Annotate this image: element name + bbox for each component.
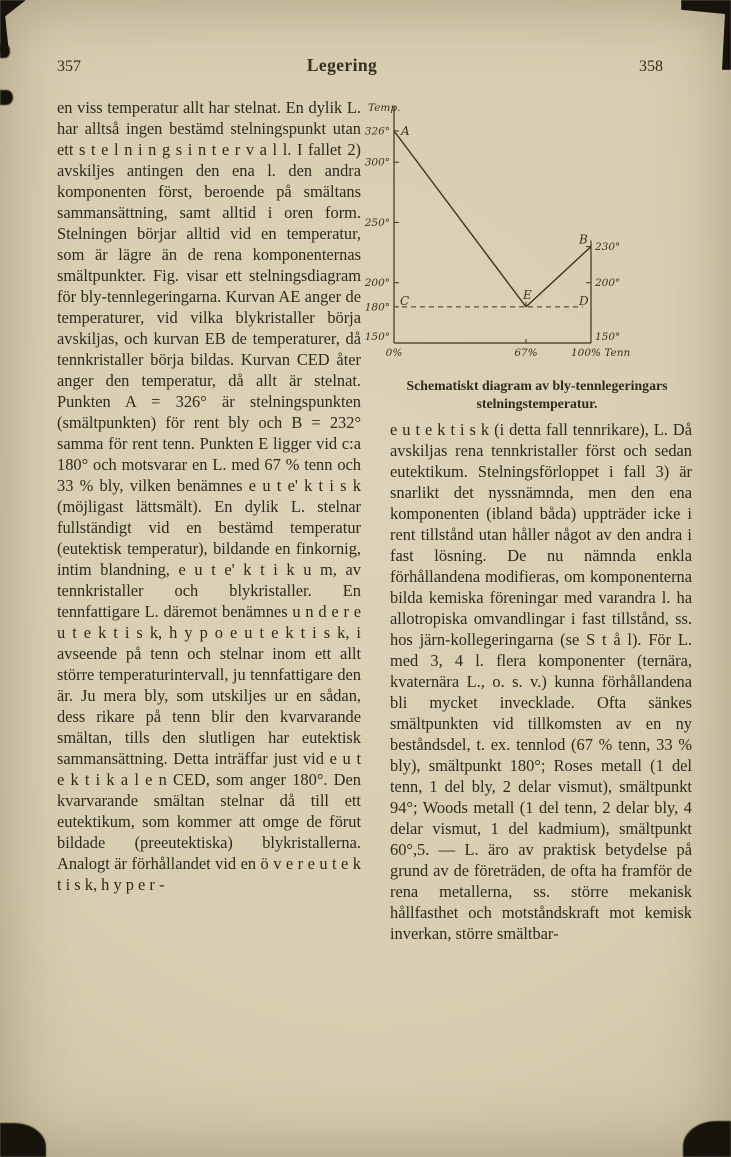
svg-text:230°: 230° xyxy=(595,241,621,254)
scan-artifact-left-edge-1 xyxy=(0,44,10,58)
left-column-text: en viss temperatur allt har stelnat. En dylik L. har alltså ingen bestämd stelningspunkt utan ett s t e l n i n g s i n t e r v a l l. I fallet 2) avskiljes antingen den ena l. den andra komponenten först, beroende på smältans sammansättning, samt alltid i oren form. Stelningen börjar alltid vid en temperatur, som är lägre än de rena komponenternas smältpunkter. Fig. visar ett stelningsdiagram för bly-tennlegeringarna. Kurvan AE anger de temperaturer, vid vilka blykristaller börja avskiljas, och kurvan EB de temperaturer, då tennkristaller börja bildas. Kurvan CED åter anger den temperatur, då allt är stelnat. Punkten A = 326° är stelningspunkten (smältpunkten) för rent bly och B = 232° samma för rent tenn. Punkten E ligger vid c:a 180° och motsvarar en L. med 67 % tenn och 33 % bly, vilken benämnes e u t e' k t i s k (möjligast lättsmält). En dylik L. stelnar fullständigt vid en bestämd temperatur (eutektisk temperatur), bildande en finkornig, intim blandning, e u t e' k t i k u m, av tennkristaller och blykristaller. En tennfattigare L. däremot benämnes u n d e r e u t e k t i s k, h y p o e u t e k t i s k, i avseende på tenn och stelnar inom ett allt större temperaturintervall, ju tennfattigare den är. Ju mera bly, som utskiljes ur en sådan, dess rikare på tenn blir den kvarvarande smältan, tills den slutligen har eutektisk sammansättning. Detta inträffar just vid e u t e k t i k a l e n CED, som anger 180°. Den kvarvarande smältan stelnar då till ett eutektikum, som kommer att omge de förut bildade (preeutektiska) blykristallerna. Analogt är förhållandet vid en ö v e r e u t e k t i s k, h y p e r - xyxy=(57,98,361,894)
svg-text:150°: 150° xyxy=(364,331,390,343)
svg-text:150°: 150° xyxy=(595,331,621,343)
phase-diagram-svg xyxy=(358,100,638,368)
svg-text:C: C xyxy=(400,293,410,308)
svg-text:100% Tenn: 100% Tenn xyxy=(571,347,631,359)
page-number-right: 358 xyxy=(639,58,663,75)
svg-text:0%: 0% xyxy=(385,347,403,359)
scan-artifact-top-right xyxy=(681,0,731,70)
svg-text:326°: 326° xyxy=(364,125,390,138)
page-number-left: 357 xyxy=(57,58,81,75)
svg-text:A: A xyxy=(401,123,410,138)
svg-text:D: D xyxy=(579,293,589,308)
svg-text:E: E xyxy=(522,287,532,302)
right-column xyxy=(390,419,692,944)
right-column-text: e u t e k t i s k (i detta fall tennrikare), L. Då avskiljas rena tennkristaller först och sedan eutektikum. Stelningsförloppet i fall 3) är snarlikt det nyssnämnda, men den ena komponenten (ibland båda) uppträder icke i rent tillstånd utan håller något av den andra i fast lösning. De nu nämnda enkla förhållandena modifieras, om komponenterna bilda kemiska föreningar med varandra l. ha allotropiska omvandlingar i fast tillstånd, ss. hos järn-kollegeringarna (se S t å l). För L. med 3, 4 l. flera komponenter (ternära, kvaternära L., o. s. v.) kunna förhållandena bli mycket invecklade. Ofta sänkes smältpunkten vid tillkomsten av en ny beståndsdel, t. ex. tennlod (67 % tenn, 33 % bly), smältpunkt 180°; Roses metall (1 del tenn, 1 del bly, 2 delar vismut), smältpunkt 94°; Woods metall (1 del tenn, 2 delar bly, 4 delar vismut, 1 del kadmium), smältpunkt 60°,5. — L. äro av praktisk betydelse på grund av de företräden, de ofta ha framför de rena metallerna, ss. större mekanisk hållfasthet och motståndskraft mot kemisk inverkan, större smältbar- xyxy=(390,420,692,943)
scan-artifact-bottom-right xyxy=(683,1121,731,1157)
svg-text:67%: 67% xyxy=(514,347,538,359)
svg-text:180°: 180° xyxy=(364,301,390,314)
page-title: Legering xyxy=(306,55,378,75)
phase-diagram-figure xyxy=(358,100,638,368)
page-header xyxy=(57,55,663,76)
svg-text:B: B xyxy=(579,232,588,247)
figure-caption: Schematiskt diagram av bly-tennlegeringars stelningstemperatur. xyxy=(406,378,668,411)
scan-artifact-bottom-left xyxy=(0,1123,46,1157)
svg-text:200°: 200° xyxy=(364,277,390,290)
left-column xyxy=(57,97,361,895)
svg-text:250°: 250° xyxy=(364,216,390,229)
svg-text:Temp.: Temp. xyxy=(368,102,401,114)
scan-artifact-left-edge-2 xyxy=(0,90,13,105)
svg-text:200°: 200° xyxy=(595,277,621,290)
svg-text:300°: 300° xyxy=(364,156,390,169)
